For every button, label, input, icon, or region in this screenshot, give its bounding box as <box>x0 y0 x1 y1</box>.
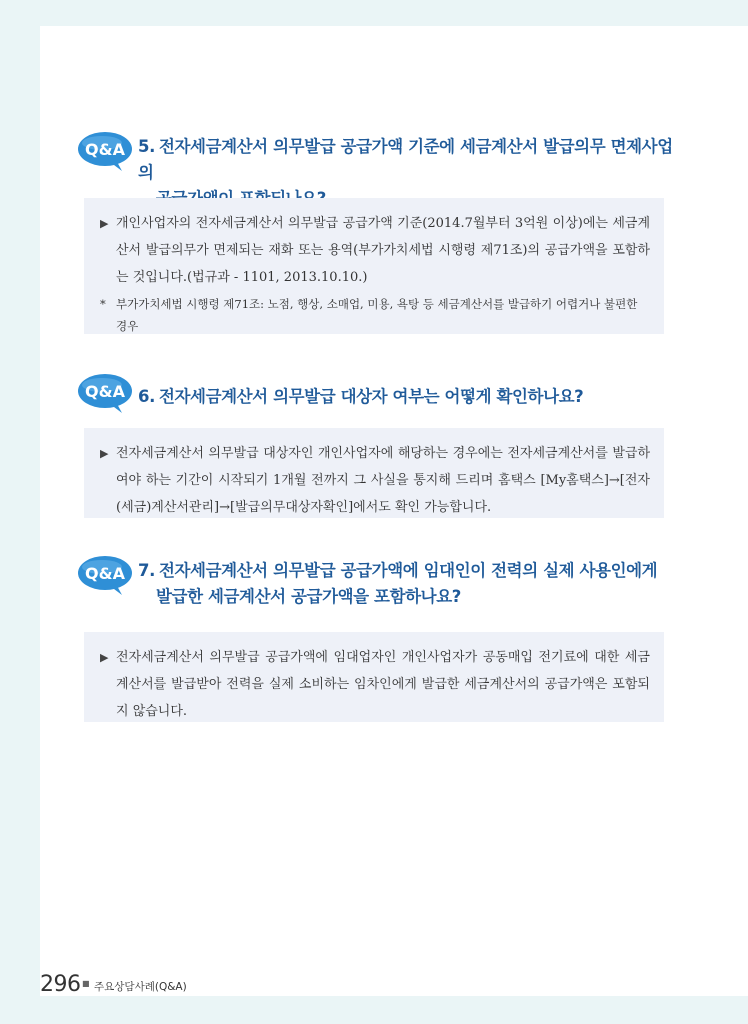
triangle-bullet-icon: ▶ <box>100 447 109 460</box>
answer-note <box>100 293 650 337</box>
answer-text: 개인사업자의 전자세금계산서 의무발급 공급가액 기준(2014.7월부터 3억원 이상)에는 세금계산서 발급의무가 면제되는 재화 또는 용역(부가가치세법 시행령 제71조)의 공급가액을 포함하는 것입니다.(법규과 - 1101, 2013.10.10.) <box>116 216 650 285</box>
question-line-1: 전자세금계산서 의무발급 공급가액에 임대인이 전력의 실제 사용인에게 <box>158 561 658 580</box>
answer-box-5 <box>84 198 664 334</box>
question-line-1: 전자세금계산서 의무발급 공급가액 기준에 세금계산서 발급의무 면제사업의 <box>138 137 673 182</box>
answer-paragraph <box>100 210 650 291</box>
triangle-bullet-icon: ▶ <box>100 651 109 664</box>
qa-badge-icon <box>76 130 134 172</box>
answer-box-7 <box>84 632 664 722</box>
answer-text: 전자세금계산서 의무발급 공급가액에 임대업자인 개인사업자가 공동매입 전기료에 대한 세금계산서를 발급받아 전력을 실제 소비하는 임차인에게 발급한 세금계산서의 공급가액은 포함되지 않습니다. <box>116 650 650 719</box>
footer-section-title: 주요상담사례(Q&A) <box>94 981 187 993</box>
document-page <box>40 26 748 996</box>
page-footer <box>40 972 340 996</box>
question-line-2: 발급한 세금계산서 공급가액을 포함하나요? <box>156 587 461 606</box>
question-line-1: 전자세금계산서 의무발급 대상자 여부는 어떻게 확인하나요? <box>158 387 584 406</box>
page-number: 296 <box>40 972 81 997</box>
footer-separator: ■ <box>82 979 90 988</box>
qa-badge-label: Q&A <box>85 382 125 401</box>
question-title <box>138 558 678 610</box>
question-number: 7. <box>138 561 155 580</box>
qa-badge-icon <box>76 372 134 414</box>
question-number: 5. <box>138 137 155 156</box>
question-title <box>138 384 678 410</box>
qa-badge-label: Q&A <box>85 564 125 583</box>
answer-box-6 <box>84 428 664 518</box>
answer-text: 전자세금계산서 의무발급 대상자인 개인사업자에 해당하는 경우에는 전자세금계산서를 발급하여야 하는 기간이 시작되기 1개월 전까지 그 사실을 통지해 드리며 홈택스 [My홈택스]→[전자(세금)계산서관리]→[발급의무대상자확인]에서도 확인 가능합니다. <box>116 446 650 515</box>
qa-badge-label: Q&A <box>85 140 125 159</box>
note-text: 부가가치세법 시행령 제71조: 노점, 행상, 소매업, 미용, 욕탕 등 세금계산서를 발급하기 어렵거나 불편한 경우 <box>116 297 638 333</box>
answer-paragraph <box>100 644 650 725</box>
answer-paragraph <box>100 440 650 521</box>
triangle-bullet-icon: ▶ <box>100 217 109 230</box>
note-asterisk: * <box>100 297 106 311</box>
question-number: 6. <box>138 387 155 406</box>
qa-badge-icon <box>76 554 134 596</box>
